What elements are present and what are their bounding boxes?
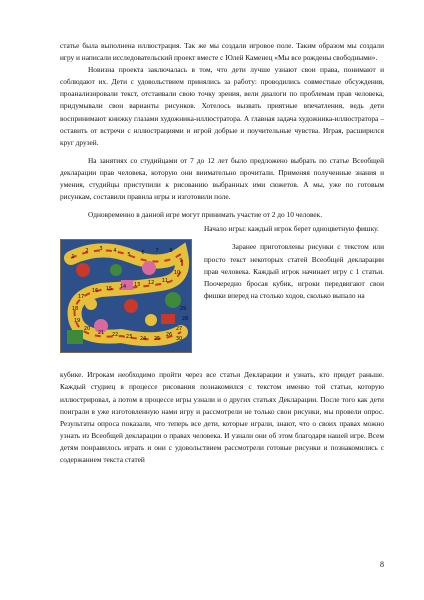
board-square-number: 13	[133, 282, 141, 289]
board-square-number: 9	[179, 258, 183, 265]
board-square-number: 24	[139, 336, 147, 343]
paragraph-3: На занятиях со студийцами от 7 до 12 лет было предложено выбрать по статье Всеобщей декларации прав человека, которую они внимательно прочитали. Применяя полученные знания и умения, студийцы приступили к рисованию выбранных ими сюжетов. А мы, уже по готовым рисункам, составили правила игры и изготовили поле.	[60, 155, 384, 202]
board-square-number: 7	[155, 248, 159, 255]
board-square-number: 22	[111, 332, 119, 339]
board-square-number: 1	[71, 254, 75, 261]
figure-block	[60, 223, 384, 369]
board-square-number: 29	[179, 306, 187, 313]
board-square-number: 15	[105, 286, 113, 293]
board-square-number: 19	[73, 318, 81, 325]
board-square-number: 26	[165, 332, 173, 339]
board-square-number: 4	[113, 248, 117, 255]
board-square-number: 8	[169, 248, 173, 255]
paragraph-bottom: кубике. Игрокам необходимо пройти через все статьи Декларации и узнать, кто придет раньше. Каждый студиец в процессе рисования познакомился с текстом именно той статьи, которую иллюстрировал, а потом в процессе игры узнали и о других статьях Декларации. После того как дети поиграли в уже изготовленную нами игру и рассмотрели не только свои рисунки, мы провели опрос. Результаты опроса показали, что теперь все дети, которые играли, знают, что о своих правах можно узнать из Всеобщей декларации о правах человека. И узнали они об этом благодаря нашей игре. Всем детям понравилось играть и они с удовольствием рассмотрели готовые рисунки и познакомились с содержанием текста статей	[60, 370, 384, 464]
board-square-number: 14	[119, 284, 127, 291]
board-square-number: 23	[125, 334, 133, 341]
board-square-number: 27	[175, 326, 183, 333]
board-square-number: 5	[127, 252, 131, 259]
game-board-image	[61, 240, 191, 352]
board-square-number: 21	[97, 330, 105, 337]
side-paragraph-1: Начало игры: каждый игрок берет одноцветную фишку.	[204, 224, 379, 234]
board-square-number: 30	[175, 336, 183, 343]
board-square-number: 12	[147, 280, 155, 287]
paragraph-4: Одновременно в данной игре могут принимать участие от 2 до 10 человек.	[88, 210, 323, 220]
board-square-number: 28	[181, 316, 189, 323]
board-square-number: 6	[141, 250, 145, 257]
board-square-number: 3	[99, 246, 103, 253]
paragraph-2: Новизна проекта заключалась в том, что дети лучше узнают свои права, понимают и соблюдают их. Дети с удовольствием принялись за работу: проводились совместные обсуждения, проанализировали текст, отстаивали свою точку зрения, вели диалоги по проблемам прав человека, придумывали свои варианты рисунков. Хотелось вызвать приятные впечатления, ведь дети воспринимают книжку глазами художника-иллюстратора. А главная задача художника-иллюстратора – оставить от встречи с иллюстрациями и игрой добрые и поучительные чувства. Играя, расширился круг друзей.	[60, 65, 384, 147]
board-square-number: 2	[85, 248, 89, 255]
paragraph-1: статье была выполнена иллюстрация. Так же мы создали игровое поле. Таким образом мы создали игру и написали исследовательский проект вместе с Юлей Каменец «Мы все рождены свободными».	[60, 41, 384, 63]
side-paragraph-2: Заранее приготовлены рисунки с текстом или просто текст некоторых статей Всеобщей декларации прав человека. Каждый игрок начинает игру с 1 статьи. Поочередно бросая кубик, игроки передвигают свои фишки вперед на столько ходов, сколько выпало на	[204, 242, 384, 300]
board-square-number: 18	[71, 306, 79, 313]
board-square-number: 10	[173, 270, 181, 277]
board-square-number: 11	[161, 278, 169, 285]
board-square-number: 16	[91, 288, 99, 295]
game-board-illustration	[60, 239, 192, 353]
board-square-number: 17	[77, 294, 85, 301]
document-page	[60, 40, 384, 466]
board-square-number: 25	[153, 336, 161, 343]
page-number: 8	[380, 560, 384, 569]
side-text-column	[204, 223, 384, 302]
board-square-number: 20	[83, 326, 91, 333]
